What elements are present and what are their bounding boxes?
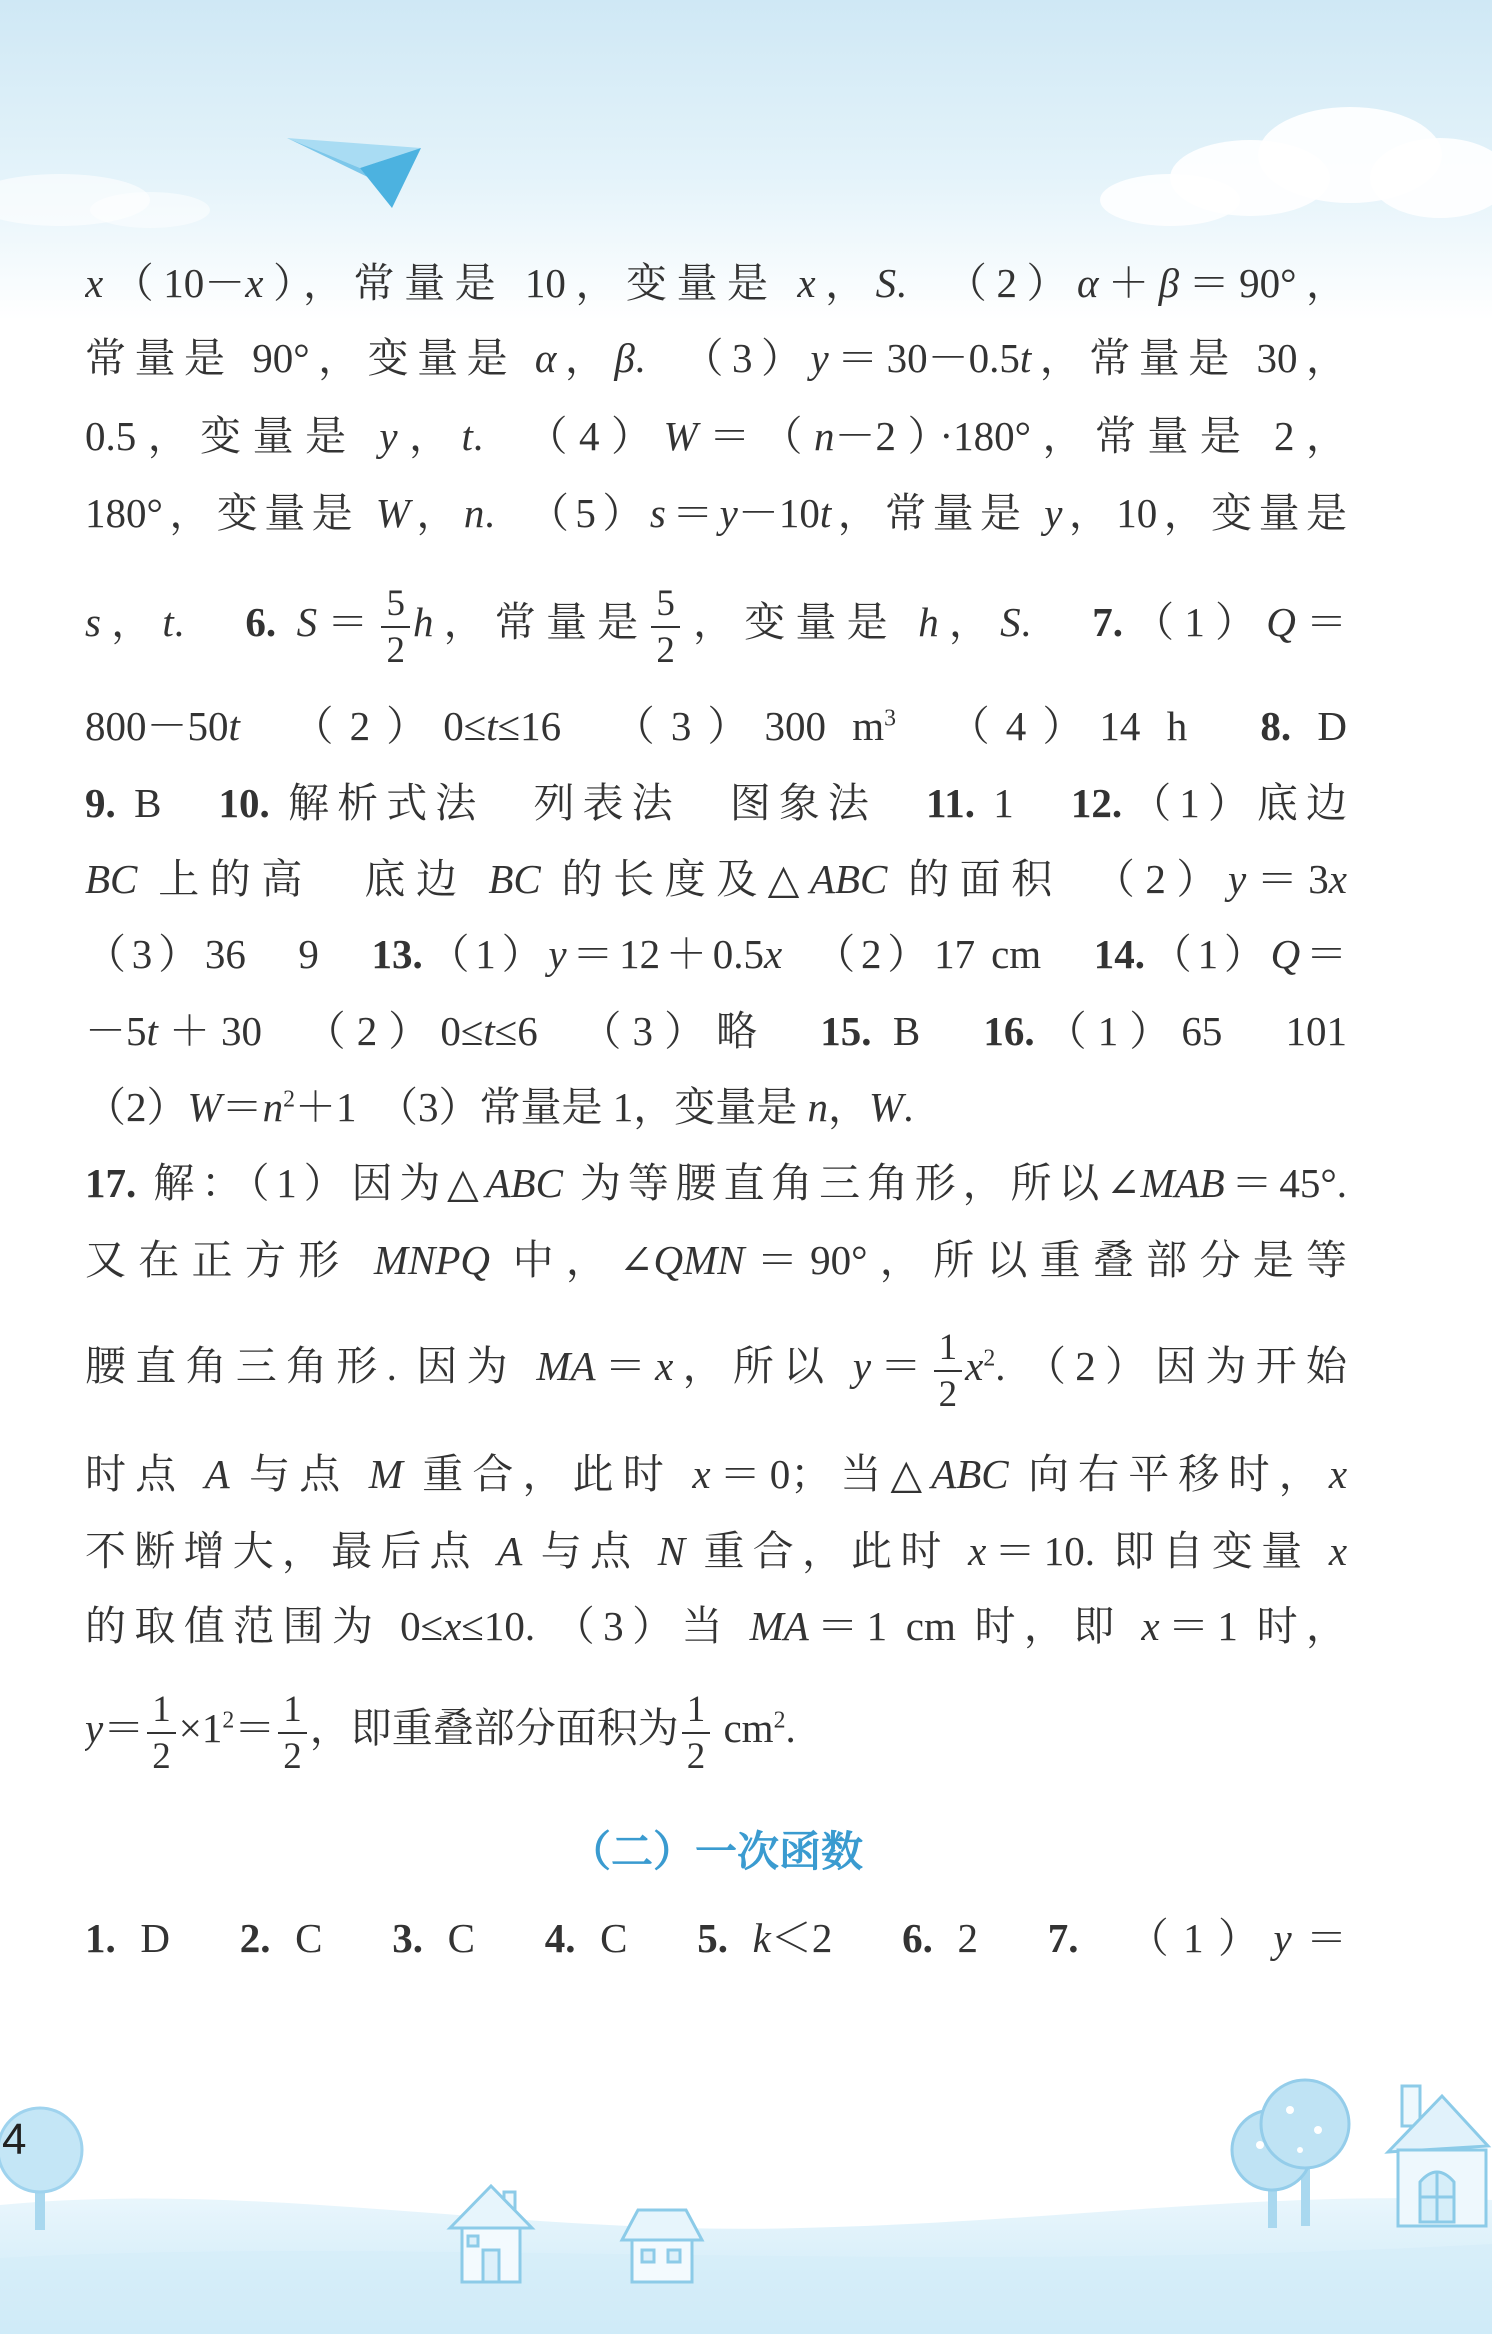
answer-text: 上的高 底边 — [137, 856, 489, 902]
answer-text: ＋30 （2）0≤ — [157, 1008, 484, 1054]
fraction — [934, 1326, 963, 1415]
question-number: 6. — [902, 1915, 933, 1961]
math-variable: W — [375, 490, 410, 536]
answer-text: 为等腰直角三角形，所以∠ — [562, 1160, 1141, 1206]
answer-text: D — [115, 1915, 240, 1961]
answer-text: （1） — [1078, 1915, 1274, 1961]
answer-text: ＝ — [665, 490, 720, 536]
answer-line — [85, 572, 1347, 672]
answer-text: ×1 — [178, 1705, 223, 1751]
answer-line — [85, 1210, 1347, 1310]
math-variable: M — [368, 1451, 403, 1497]
answer-text: ＝ — [1291, 1915, 1347, 1961]
answer-text: D — [1291, 703, 1347, 749]
answer-text: ＝12＋0.5 — [566, 931, 764, 977]
answer-text: （2） — [85, 1084, 188, 1130]
answer-text: ， — [828, 1084, 870, 1130]
math-variable: MA — [749, 1603, 809, 1649]
answer-text: C — [270, 1915, 393, 1961]
answer-text: ，即重叠部分面积为 — [309, 1705, 679, 1751]
question-number: 4. — [544, 1915, 576, 1961]
answer-text: ＝3 — [1246, 856, 1329, 902]
answer-text: 0.5，变量是 — [85, 413, 380, 459]
answer-text: 重合，此时 — [685, 1528, 969, 1574]
answer-text: 不断增大，最后点 — [85, 1528, 498, 1574]
answer-text: 中，∠ — [490, 1237, 654, 1283]
fraction-numerator: 5 — [656, 582, 675, 624]
answer-text: ，常量是 — [433, 599, 649, 645]
math-variable: x — [763, 931, 783, 977]
math-variable: S — [875, 260, 897, 306]
answer-text: （1）底边 — [1122, 780, 1347, 826]
answer-text: ＝10. 即自变量 — [986, 1528, 1329, 1574]
math-variable: t — [461, 413, 473, 459]
superscript: 2 — [283, 1086, 296, 1113]
math-variable: t — [1019, 335, 1032, 381]
superscript: 2 — [773, 1707, 786, 1734]
math-variable: y — [852, 1343, 872, 1389]
math-variable: y — [379, 413, 398, 459]
answer-text: ＝ — [317, 599, 379, 645]
question-number: 1. — [85, 1915, 116, 1961]
question-number: 13. — [371, 931, 423, 977]
fraction-numerator: 5 — [386, 582, 405, 624]
answer-text: ，变量是 — [682, 599, 919, 645]
math-variable: Q — [1270, 931, 1301, 977]
answer-text: （10－ — [103, 260, 246, 306]
answer-text: ＝ — [1300, 931, 1347, 977]
question-number: 6. — [245, 599, 297, 645]
answer-text: . （3） — [634, 335, 811, 381]
answer-text: ≤6 （3）略 — [494, 1008, 821, 1054]
answer-text: ＝ — [103, 1705, 145, 1751]
math-variable: x — [1328, 856, 1347, 902]
answer-text: （1） — [1145, 931, 1271, 977]
answer-text: 常量是 90°，变量是 — [85, 335, 535, 381]
fraction-denominator: 2 — [278, 1732, 307, 1775]
math-variable: BC — [85, 856, 138, 902]
answer-text: （2）0≤ — [239, 703, 487, 749]
answer-text: ≤10. （3）当 — [461, 1603, 750, 1649]
math-variable: n — [262, 1084, 284, 1130]
math-variable: BC — [488, 856, 541, 902]
answer-text: . （2）因为开始 — [995, 1343, 1347, 1389]
math-variable: t — [486, 703, 498, 749]
fraction-numerator: 1 — [938, 1326, 958, 1368]
math-variable: y — [1044, 490, 1063, 536]
math-variable: y — [1227, 856, 1247, 902]
fraction — [651, 582, 680, 671]
math-variable: n — [807, 1084, 829, 1130]
fraction — [278, 1688, 307, 1777]
answer-text: 的面积 （2） — [887, 856, 1228, 902]
answer-text: （4）14 h — [896, 703, 1261, 749]
answer-text: 向右平移时， — [1008, 1451, 1329, 1497]
math-variable: n — [463, 490, 485, 536]
math-variable: Q — [1266, 599, 1296, 645]
answer-text: C — [575, 1915, 698, 1961]
math-variable: W — [187, 1084, 222, 1130]
math-variable: x — [797, 260, 816, 306]
answer-text: ＝ — [1295, 599, 1347, 645]
math-variable: β — [614, 335, 635, 381]
answer-text: ， — [397, 413, 462, 459]
question-number: 17. — [85, 1160, 137, 1206]
question-number: 10. — [218, 780, 270, 826]
question-number: 7. — [1092, 599, 1123, 645]
answer-line — [85, 1576, 1347, 1676]
answer-text: B — [115, 780, 219, 826]
math-variable: α — [1077, 260, 1099, 306]
answer-text: ＝ — [221, 1084, 263, 1130]
math-variable: ABC — [931, 1451, 1009, 1497]
math-variable: y — [719, 490, 738, 536]
answer-text: 的长度及△ — [540, 856, 810, 902]
answer-text: . （5） — [484, 490, 650, 536]
question-number: 12. — [1070, 780, 1123, 826]
math-variable: y — [810, 335, 829, 381]
question-number: 14. — [1093, 931, 1146, 977]
fraction-numerator: 1 — [686, 1688, 706, 1730]
section-heading: （二）一次函数 — [568, 1827, 863, 1876]
answer-text: . — [1020, 599, 1093, 645]
answer-text: ，所以 — [673, 1343, 853, 1389]
math-variable: s — [85, 599, 101, 645]
math-variable: N — [657, 1528, 686, 1574]
fraction — [682, 1688, 711, 1777]
math-variable: ABC — [809, 856, 888, 902]
answer-text: 2 — [932, 1915, 1048, 1961]
math-variable: MA — [536, 1343, 596, 1389]
math-variable: x — [965, 1343, 984, 1389]
answer-line — [85, 1888, 1347, 1988]
answer-text: ，常量是 — [831, 490, 1045, 536]
answer-text: ＝45°. — [1224, 1160, 1347, 1206]
answer-text: ＝1 cm 时，即 — [808, 1603, 1142, 1649]
answer-text: （1） — [1123, 599, 1267, 645]
answer-text: ，常量是 30， — [1031, 335, 1347, 381]
answer-text: ≤16 （3）300 m — [497, 703, 885, 749]
answer-text: ， — [409, 490, 464, 536]
answer-line — [85, 1316, 1347, 1416]
question-number: 16. — [983, 1008, 1035, 1054]
answer-text: ＜2 — [770, 1915, 903, 1961]
question-number: 3. — [392, 1915, 424, 1961]
answer-text: ＋1 （3）常量是 1，变量是 — [295, 1084, 808, 1130]
question-number: 7. — [1047, 1915, 1079, 1961]
answer-text: ＝（ — [697, 413, 815, 459]
answer-line — [85, 463, 1347, 563]
math-variable: MNPQ — [373, 1237, 491, 1283]
math-variable: t — [146, 1008, 158, 1054]
math-variable: y — [548, 931, 567, 977]
answer-text: ＝90°， — [1179, 260, 1347, 306]
superscript: 2 — [222, 1707, 235, 1734]
question-number: 5. — [697, 1915, 753, 1961]
math-variable: x — [692, 1451, 711, 1497]
math-variable: t — [162, 599, 174, 645]
answer-text: 与点 — [229, 1451, 369, 1497]
math-variable: s — [649, 490, 666, 536]
answer-text: －5 — [85, 1008, 147, 1054]
page-number: 4 — [2, 2115, 27, 2164]
answer-text: . — [903, 1084, 914, 1130]
answer-text: . （2） — [896, 260, 1078, 306]
answer-text: ＝ — [595, 1343, 656, 1389]
answer-text: . — [173, 599, 246, 645]
math-variable: S — [1000, 599, 1021, 645]
fraction — [147, 1688, 176, 1777]
fraction-numerator: 1 — [283, 1688, 302, 1730]
fraction-denominator: 2 — [381, 626, 410, 669]
math-variable: n — [814, 413, 835, 459]
answer-text: （3）36 9 — [85, 931, 372, 977]
answer-text: 解：（1）因为△ — [136, 1160, 486, 1206]
answer-text: ），常量是 10，变量是 — [263, 260, 798, 306]
question-number: 8. — [1260, 703, 1292, 749]
answer-text: 1 — [974, 780, 1071, 826]
answer-text: ， — [100, 599, 163, 645]
fraction — [381, 582, 410, 671]
math-variable: x — [443, 1603, 462, 1649]
math-variable: y — [85, 1705, 104, 1751]
answer-text: （1）65 101 — [1034, 1008, 1347, 1054]
question-number: 9. — [85, 780, 116, 826]
answer-text: ＝ — [871, 1343, 931, 1389]
math-variable: t — [228, 703, 240, 749]
math-variable: MAB — [1140, 1160, 1225, 1206]
math-variable: α — [534, 335, 557, 381]
fraction-denominator: 2 — [682, 1732, 711, 1775]
math-variable: h — [412, 599, 434, 645]
answer-text: ＝90°，所以重叠部分是等 — [744, 1237, 1347, 1283]
answer-text: ＝30－0.5 — [828, 335, 1020, 381]
superscript: 2 — [983, 1345, 996, 1372]
math-variable: QMN — [653, 1237, 745, 1283]
answer-text: 时点 — [85, 1451, 205, 1497]
fraction-numerator: 1 — [152, 1688, 171, 1730]
answer-text: 180°，变量是 — [85, 490, 376, 536]
answer-text: －10 — [737, 490, 820, 536]
math-variable: t — [819, 490, 832, 536]
answer-text: C — [423, 1915, 545, 1961]
answer-text: 重合，此时 — [402, 1451, 693, 1497]
math-variable: y — [1273, 1915, 1292, 1961]
math-variable: x — [1328, 1528, 1347, 1574]
math-variable: t — [483, 1008, 495, 1054]
math-variable: W — [869, 1084, 904, 1130]
answer-text: （1） — [422, 931, 549, 977]
answer-text: 又在正方形 — [85, 1237, 374, 1283]
math-variable: x — [1141, 1603, 1160, 1649]
superscript: 3 — [884, 705, 897, 732]
math-variable: β — [1158, 260, 1180, 306]
math-variable: A — [497, 1528, 523, 1574]
answer-text: ＋ — [1098, 260, 1159, 306]
math-variable: x — [655, 1343, 674, 1389]
answer-text: 腰直角三角形. 因为 — [85, 1343, 537, 1389]
math-variable: x — [245, 260, 264, 306]
math-variable: h — [918, 599, 939, 645]
math-variable: S — [296, 599, 318, 645]
math-variable: W — [663, 413, 698, 459]
answer-text: －2）·180°，常量是 2， — [834, 413, 1347, 459]
math-variable: A — [204, 1451, 230, 1497]
math-variable: k — [752, 1915, 771, 1961]
answer-text: 与点 — [522, 1528, 658, 1574]
question-number: 11. — [925, 780, 975, 826]
answer-line — [85, 1678, 1347, 1778]
answer-text: ， — [815, 260, 876, 306]
answer-text: 的取值范围为 0≤ — [85, 1603, 444, 1649]
answer-text: （2）17 cm — [782, 931, 1094, 977]
answer-text: 解析式法 列表法 图象法 — [269, 780, 926, 826]
fraction-denominator: 2 — [934, 1370, 963, 1413]
answer-text: ，10，变量是 — [1062, 490, 1347, 536]
math-variable: x — [85, 260, 104, 306]
math-variable: x — [1328, 1451, 1347, 1497]
answer-text: ， — [938, 599, 1001, 645]
answer-text: . — [785, 1705, 796, 1751]
math-variable: ABC — [485, 1160, 563, 1206]
answer-text: ＝0；当△ — [710, 1451, 932, 1497]
answer-text: ， — [556, 335, 615, 381]
answer-text: B — [871, 1008, 984, 1054]
fraction-denominator: 2 — [651, 626, 680, 669]
fraction-denominator: 2 — [147, 1732, 176, 1775]
answer-text: 800－50 — [85, 703, 229, 749]
answer-text: ＝1 时， — [1159, 1603, 1347, 1649]
question-number: 15. — [820, 1008, 872, 1054]
question-number: 2. — [239, 1915, 271, 1961]
answer-text: ＝ — [234, 1705, 276, 1751]
answer-text: . （4） — [472, 413, 664, 459]
math-variable: x — [968, 1528, 987, 1574]
answer-text: cm — [713, 1705, 774, 1751]
